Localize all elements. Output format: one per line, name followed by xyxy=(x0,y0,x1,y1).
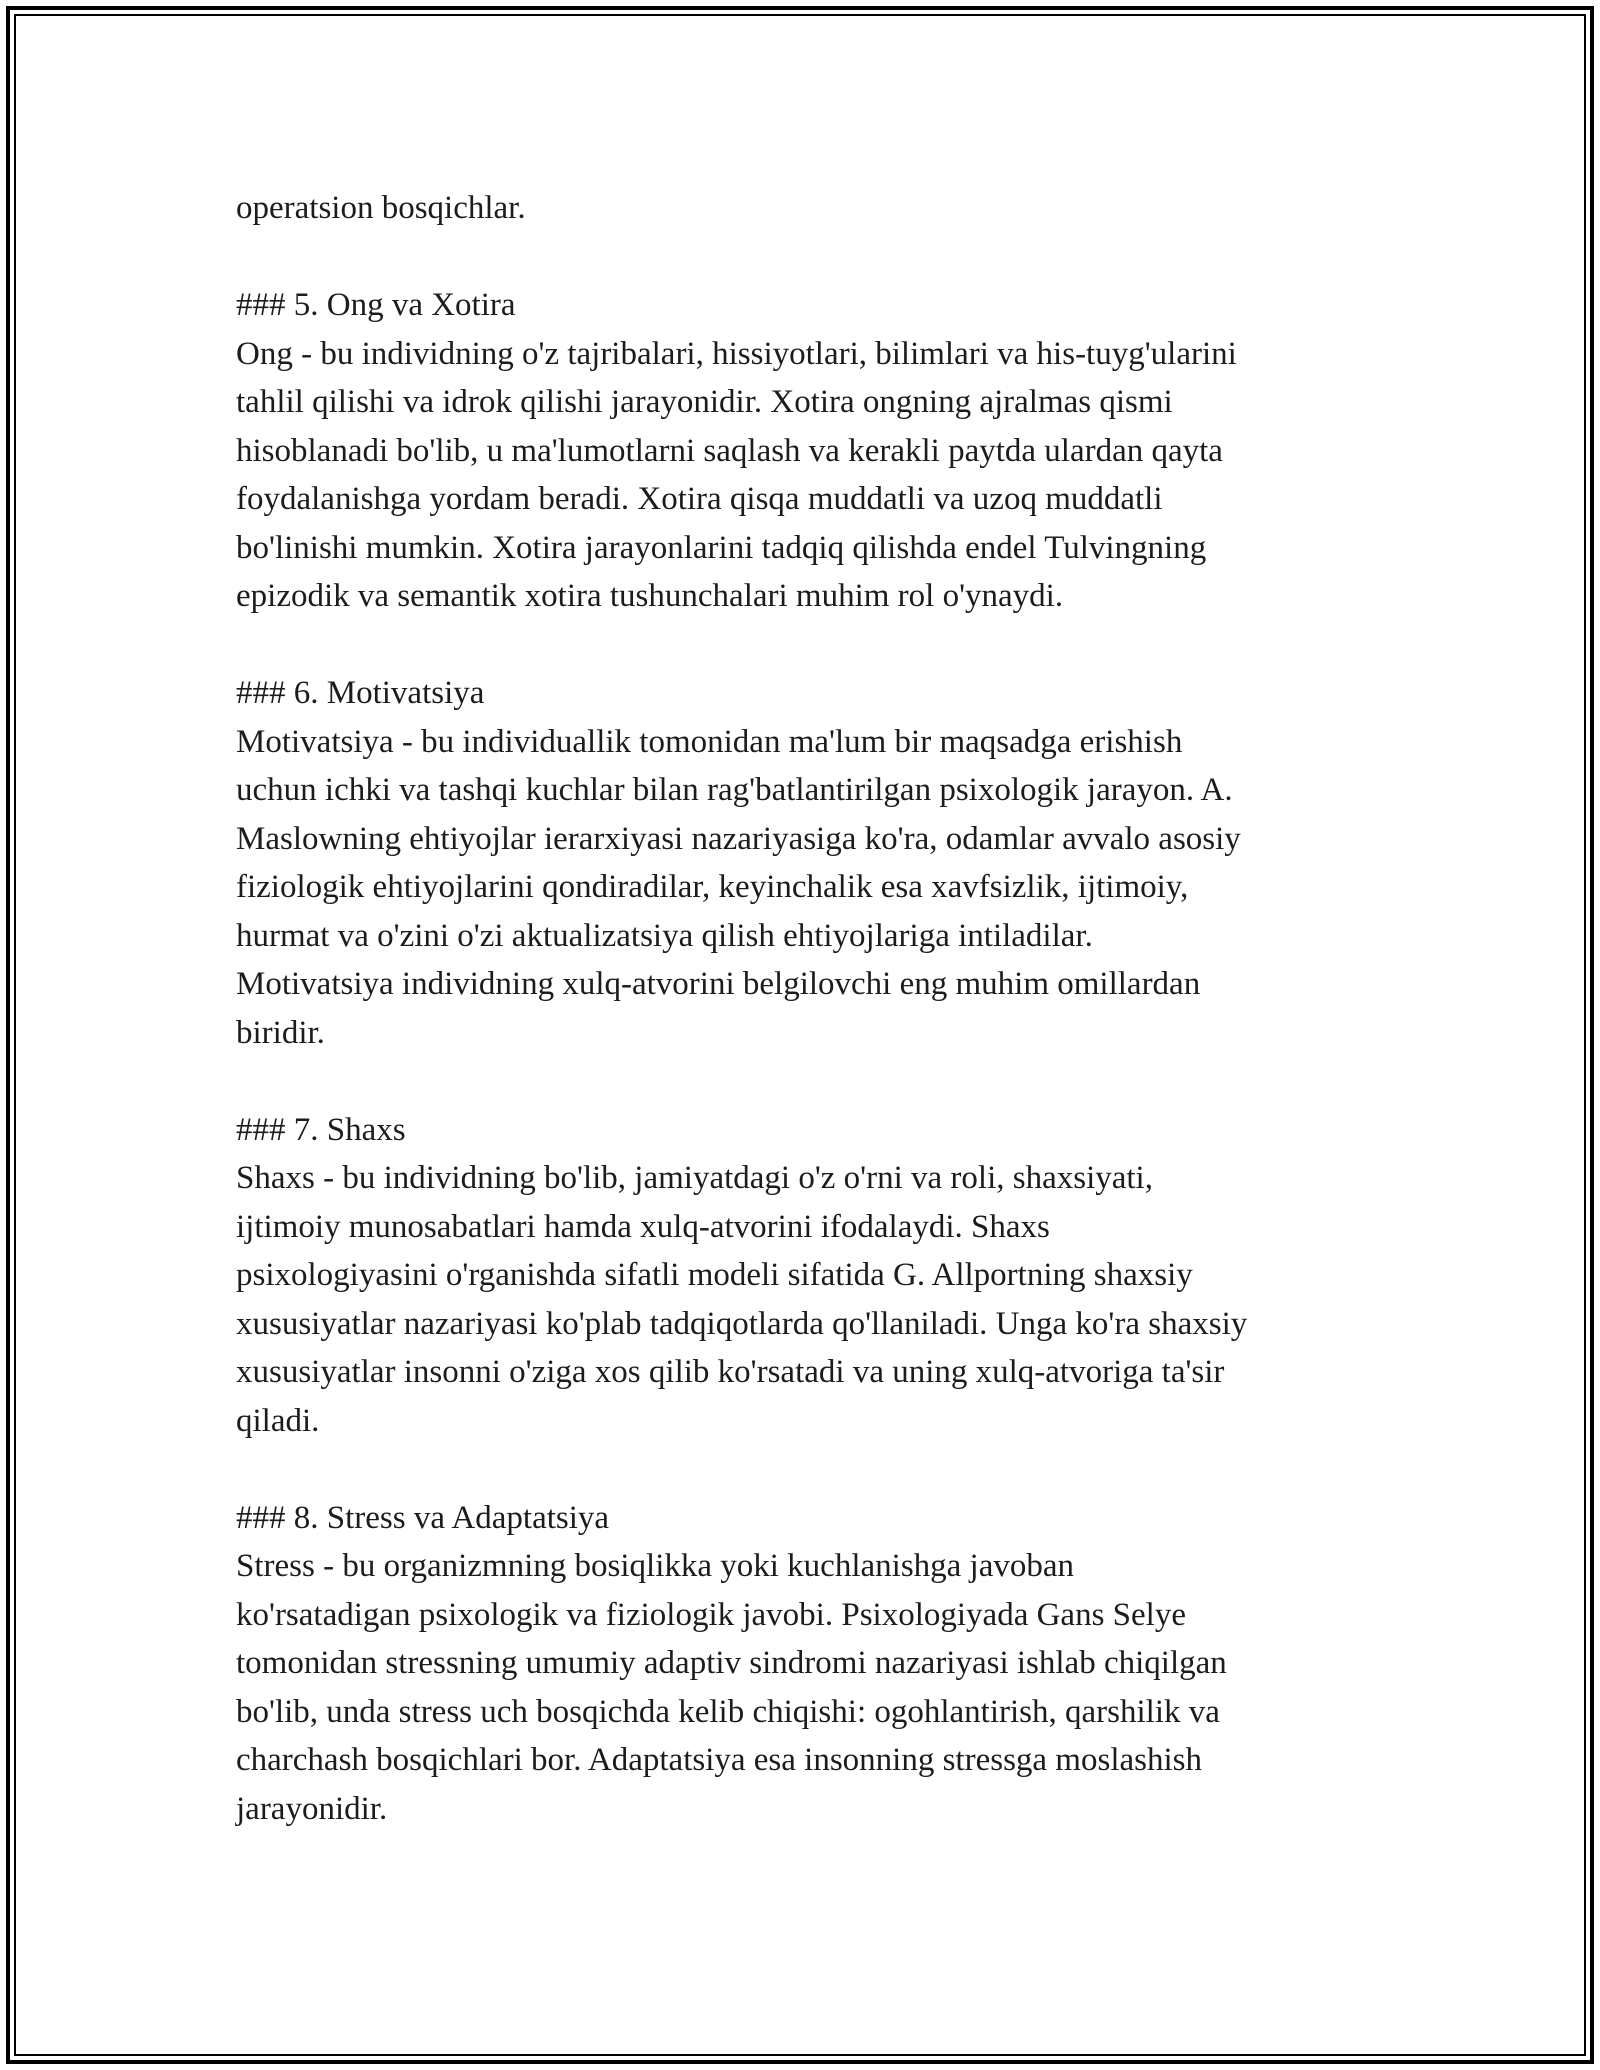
paragraph-line: Maslowning ehtiyojlar ierarxiyasi nazariyasiga ko'ra, odamlar avvalo asosiy xyxy=(236,820,1241,857)
document-body xyxy=(236,184,1376,1833)
paragraph-line: Stress - bu organizmning bosiqlikka yoki kuchlanishga javoban xyxy=(236,1548,1075,1584)
paragraph-line: bo'linishi mumkin. Xotira jarayonlarini tadqiq qilishda endel Tulvingning xyxy=(236,529,1207,566)
spacer xyxy=(236,233,1376,282)
paragraph-line: bo'lib, unda stress uch bosqichda kelib chiqishi: ogohlantirish, qarshilik va xyxy=(236,1693,1220,1730)
paragraph-line: ijtimoiy munosabatlari hamda xulq-atvorini ifodalaydi. Shaxs xyxy=(236,1208,1050,1245)
section-ong-va-xotira xyxy=(236,281,1376,621)
paragraph-line: Motivatsiya individning xulq-atvorini belgilovchi eng muhim omillardan xyxy=(236,966,1201,1002)
paragraph-line: xususiyatlar nazariyasi ko'plab tadqiqotlarda qo'llaniladi. Unga ko'ra shaxsiy xyxy=(236,1305,1248,1342)
section-stress-va-adaptatsiya xyxy=(236,1494,1376,1834)
paragraph-line: epizodik va semantik xotira tushunchalari muhim rol o'ynaydi. xyxy=(236,578,1064,614)
spacer xyxy=(236,621,1376,670)
paragraph-line: tomonidan stressning umumiy adaptiv sindromi nazariyasi ishlab chiqilgan xyxy=(236,1645,1227,1681)
section-motivatsiya xyxy=(236,669,1376,1057)
paragraph-line: hurmat va o'zini o'zi aktualizatsiya qilish ehtiyojlariga intiladilar. xyxy=(236,917,1093,954)
paragraph-line: xususiyatlar insonni o'ziga xos qilib ko'rsatadi va uning xulq-atvoriga ta'sir xyxy=(236,1354,1225,1390)
intro-tail-text: operatsion bosqichlar. xyxy=(236,190,526,226)
section-shaxs xyxy=(236,1106,1376,1446)
paragraph-line: jarayonidir. xyxy=(236,1790,388,1827)
paragraph-line: Motivatsiya - bu individuallik tomonidan ma'lum bir maqsadga erishish xyxy=(236,723,1183,760)
paragraph-line: charchash bosqichlari bor. Adaptatsiya esa insonning stressga moslashish xyxy=(236,1742,1202,1778)
paragraph-line: Ong - bu individning o'z tajribalari, hissiyotlari, bilimlari va his-tuyg'ularini xyxy=(236,335,1237,372)
paragraph-line: qiladi. xyxy=(236,1402,320,1439)
section-heading: ### 6. Motivatsiya xyxy=(236,675,485,711)
paragraph-line: hisoblanadi bo'lib, u ma'lumotlarni saqlash va kerakli paytda ulardan qayta xyxy=(236,432,1223,469)
paragraph-line: tahlil qilishi va idrok qilishi jarayonidir. Xotira ongning ajralmas qismi xyxy=(236,384,1173,420)
spacer xyxy=(236,1445,1376,1494)
spacer xyxy=(236,1057,1376,1106)
paragraph-line: psixologiyasini o'rganishda sifatli modeli sifatida G. Allportning shaxsiy xyxy=(236,1257,1193,1293)
section-heading: ### 5. Ong va Xotira xyxy=(236,287,516,323)
paragraph-line: fiziologik ehtiyojlarini qondiradilar, keyinchalik esa xavfsizlik, ijtimoiy, xyxy=(236,869,1189,905)
paragraph-line: Shaxs - bu individning bo'lib, jamiyatdagi o'z o'rni va roli, shaxsiyati, xyxy=(236,1160,1153,1196)
paragraph-line: foydalanishga yordam beradi. Xotira qisqa muddatli va uzoq muddatli xyxy=(236,481,1163,517)
paragraph-line: uchun ichki va tashqi kuchlar bilan rag'batlantirilgan psixologik jarayon. A. xyxy=(236,772,1233,808)
paragraph-line: biridir. xyxy=(236,1014,325,1051)
paragraph-line: ko'rsatadigan psixologik va fiziologik javobi. Psixologiyada Gans Selye xyxy=(236,1596,1186,1633)
section-heading: ### 7. Shaxs xyxy=(236,1111,406,1148)
section-heading: ### 8. Stress va Adaptatsiya xyxy=(236,1499,610,1536)
